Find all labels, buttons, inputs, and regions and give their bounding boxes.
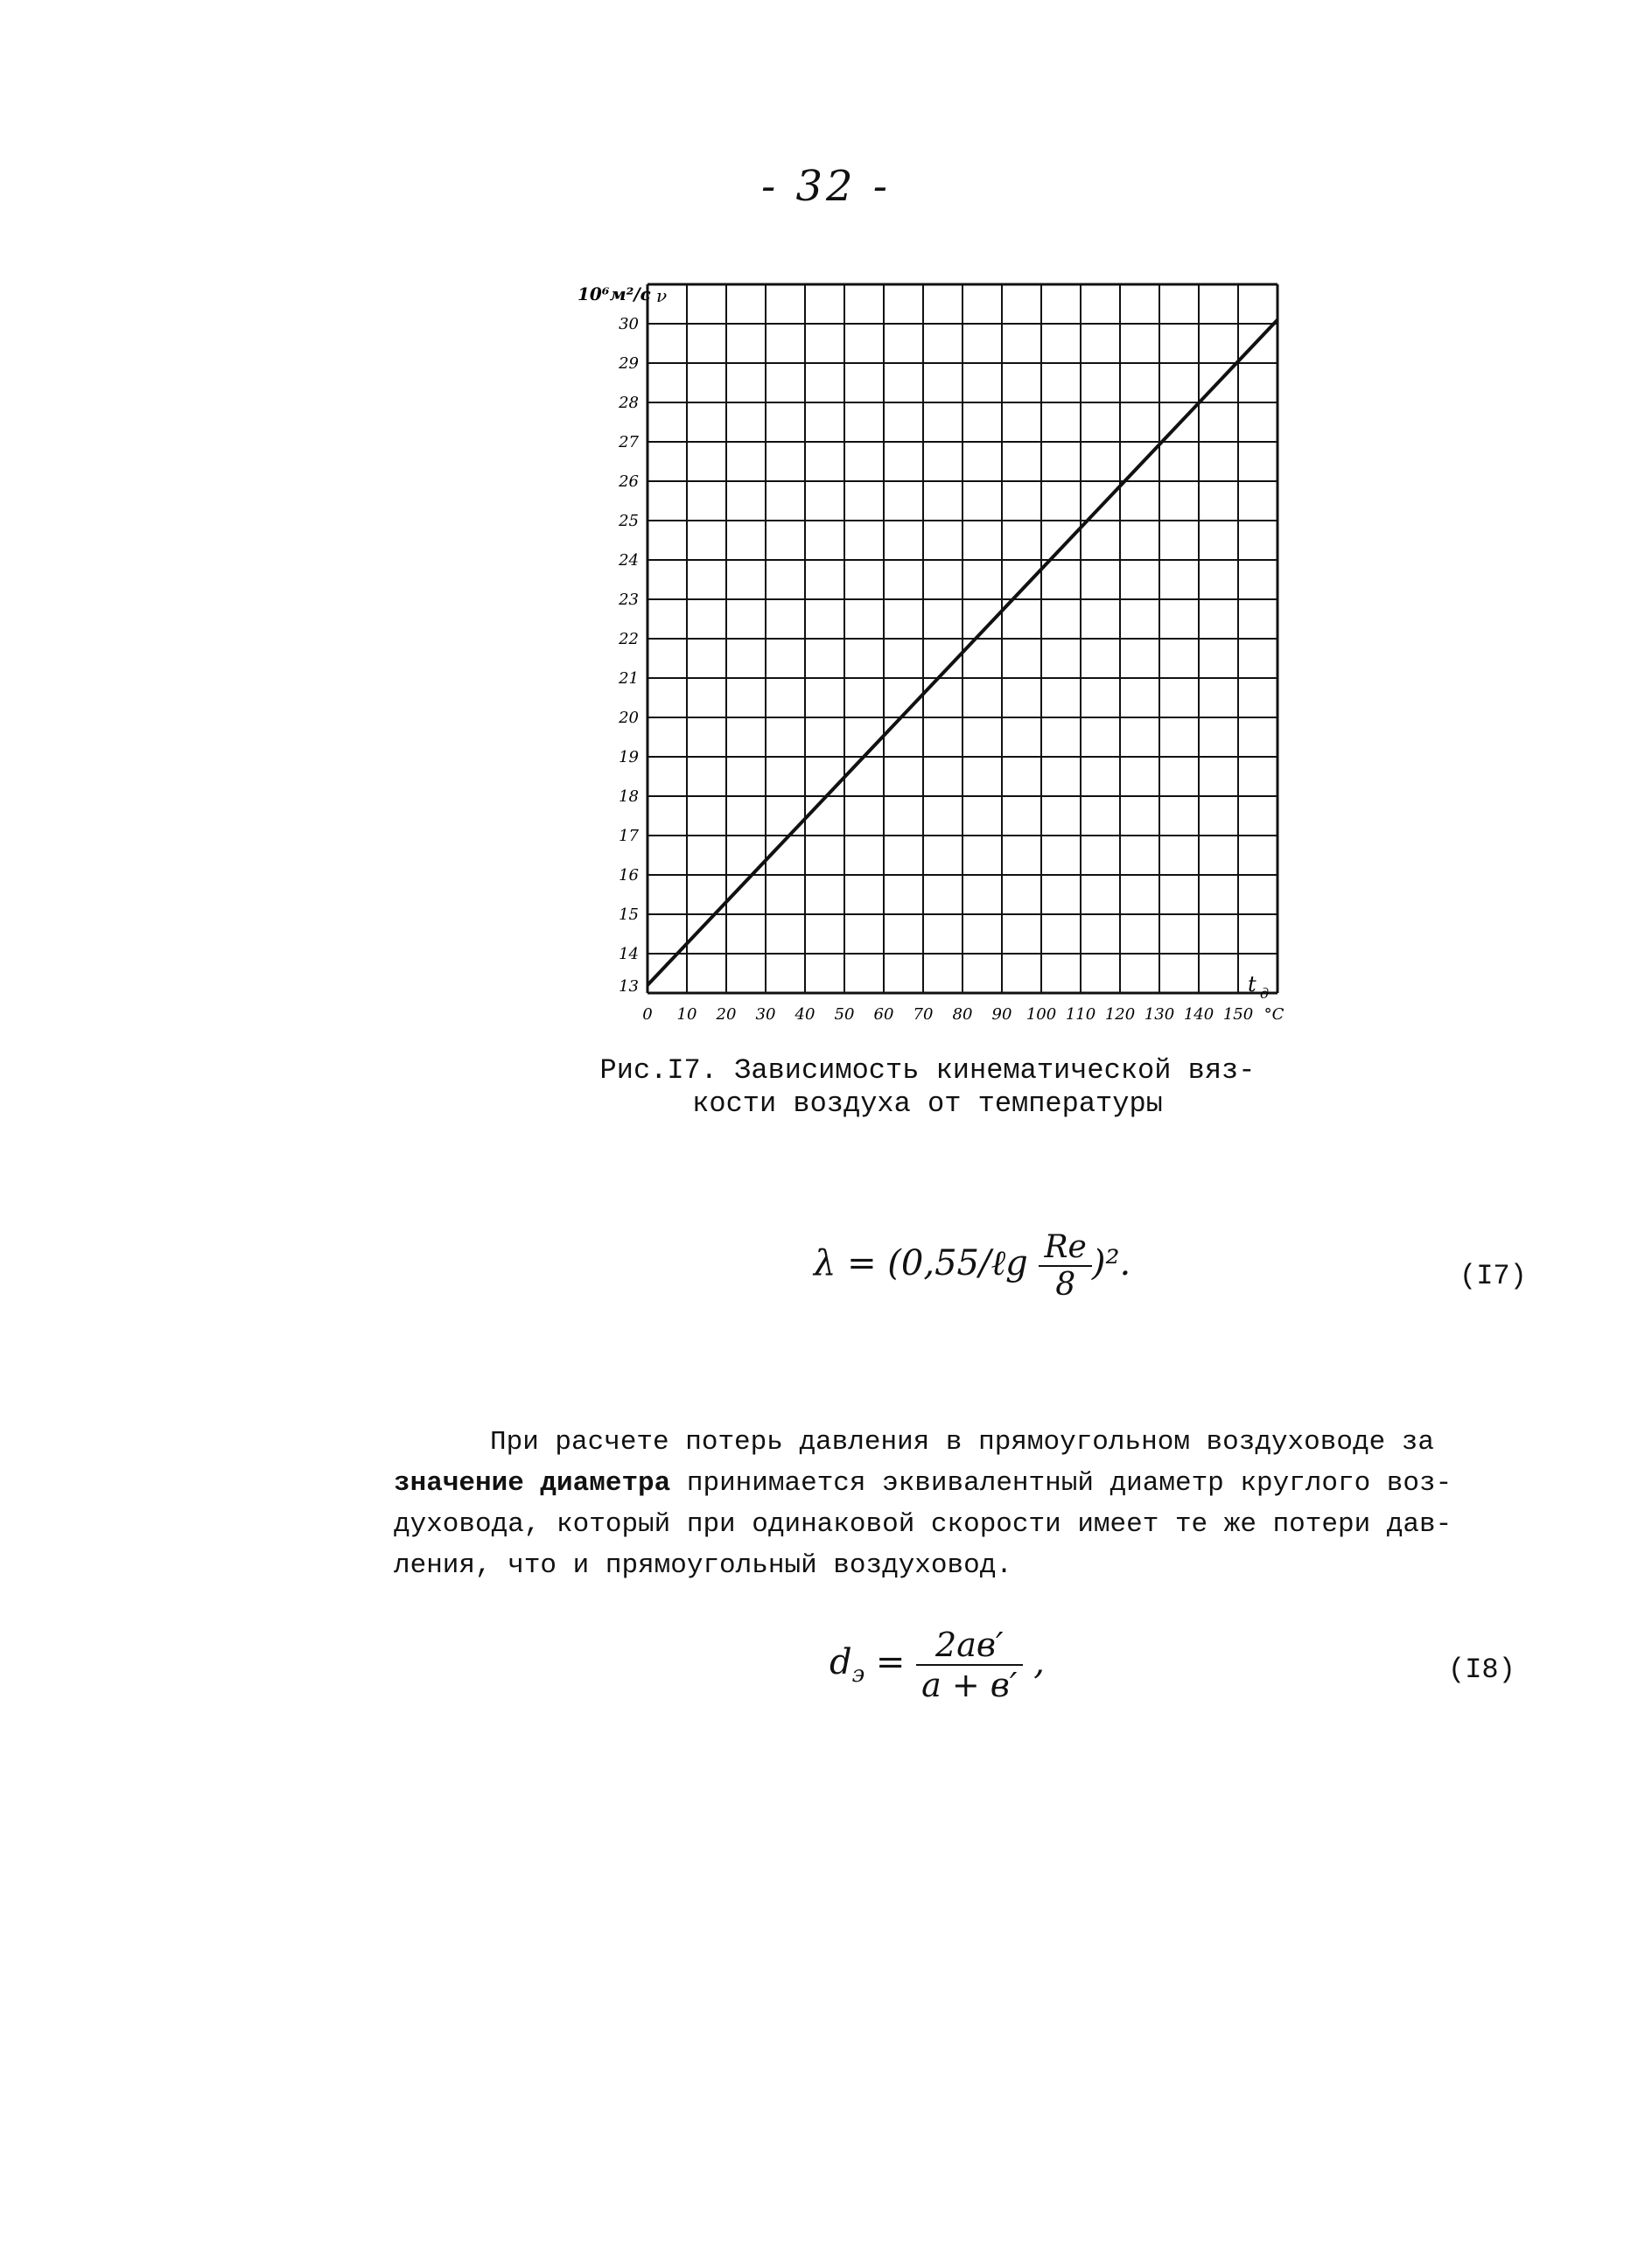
y-tick-label: 18 — [619, 787, 639, 806]
eq17-denominator: 8 — [1039, 1265, 1091, 1303]
equation-18-number: (I8) — [1448, 1654, 1516, 1686]
x-tick-label: 10 — [676, 1005, 697, 1024]
eq18-equals: = — [875, 1642, 906, 1682]
x-symbol: t — [1248, 972, 1256, 997]
y-tick-label: 27 — [619, 433, 639, 451]
body-paragraph — [394, 1422, 1496, 1586]
x-unit-label: °C — [1264, 1005, 1284, 1024]
caption-line-1: Рис.I7. Зависимость кинематической вяз- — [599, 1054, 1256, 1087]
y-tick-label: 22 — [619, 630, 639, 648]
x-tick-label: 90 — [991, 1005, 1012, 1024]
x-tick-label: 150 — [1222, 1005, 1254, 1024]
paragraph-line-4: ления, что и прямоугольный воздуховод. — [394, 1550, 1012, 1581]
eq17-lhs: λ = (0,55/ℓg — [814, 1243, 1028, 1283]
y-tick-label: 19 — [619, 748, 639, 766]
eq18-numerator: 2aв′ — [935, 1626, 1004, 1664]
x-tick-label: 140 — [1183, 1005, 1214, 1024]
eq18-fraction — [916, 1626, 1022, 1704]
page-number: - 32 - — [760, 162, 892, 211]
x-tick-label: 70 — [913, 1005, 934, 1024]
x-symbol-sub: д — [1260, 985, 1270, 1002]
y-tick-label: 21 — [619, 669, 639, 688]
x-tick-label: 100 — [1026, 1005, 1057, 1024]
y-tick-label: 17 — [619, 827, 639, 845]
eq18-end: , — [1033, 1642, 1045, 1682]
x-tick-label: 0 — [642, 1005, 653, 1024]
x-tick-labels — [642, 1005, 1284, 1024]
y-tick-label: 29 — [619, 354, 639, 373]
y-tick-label: 14 — [619, 945, 639, 963]
eq18-lhs-sub: э — [851, 1661, 865, 1688]
y-tick-label: 13 — [619, 977, 639, 996]
y-tick-label: 25 — [619, 512, 639, 530]
eq17-numerator: Re — [1044, 1229, 1087, 1265]
y-tick-labels — [618, 315, 639, 996]
paragraph-bold-term: значение диаметра — [394, 1468, 671, 1499]
paragraph-line-2-text: принимается эквивалентный диаметр круглого воз- — [670, 1468, 1452, 1499]
y-symbol: ν — [656, 285, 668, 306]
y-tick-label: 26 — [619, 472, 639, 491]
x-tick-label: 30 — [755, 1005, 776, 1024]
y-tick-label: 28 — [619, 394, 639, 412]
figure-caption — [578, 1054, 1278, 1121]
x-tick-label: 130 — [1144, 1005, 1175, 1024]
y-tick-label: 16 — [619, 866, 639, 885]
x-tick-label: 80 — [952, 1005, 973, 1024]
x-tick-label: 50 — [834, 1005, 855, 1024]
x-tick-label: 120 — [1104, 1005, 1136, 1024]
paragraph-line-1 — [394, 1422, 1496, 1463]
equation-17-number: (I7) — [1460, 1260, 1527, 1292]
eq17-fraction — [1039, 1229, 1091, 1303]
y-tick-label: 30 — [619, 315, 639, 333]
paragraph-line-3: духовода, который при одинаковой скорости имеет те же потери дав- — [394, 1509, 1452, 1540]
x-tick-label: 110 — [1065, 1005, 1096, 1024]
caption-line-2: кости воздуха от температуры — [692, 1088, 1163, 1120]
x-tick-label: 20 — [716, 1005, 737, 1024]
y-tick-label: 20 — [619, 709, 639, 727]
equation-18 — [830, 1626, 1045, 1704]
eq18-denominator: a + в′ — [916, 1664, 1022, 1704]
eq18-lhs: d — [830, 1642, 852, 1682]
y-tick-label: 15 — [619, 906, 639, 924]
y-unit-label: 10⁶м²/с — [578, 283, 651, 304]
x-tick-label: 60 — [873, 1005, 894, 1024]
y-tick-label: 24 — [619, 551, 639, 570]
y-tick-label: 23 — [619, 591, 639, 609]
eq17-end: . — [1119, 1243, 1131, 1283]
x-tick-label: 40 — [794, 1005, 816, 1024]
paragraph-line-1-text: При расчете потерь давления в прямоугольном воздуховоде за — [490, 1427, 1434, 1458]
paragraph-line-2 — [394, 1463, 1496, 1504]
viscosity-chart — [560, 276, 1295, 1028]
eq17-rhs: )² — [1091, 1243, 1120, 1283]
equation-17 — [814, 1229, 1130, 1303]
